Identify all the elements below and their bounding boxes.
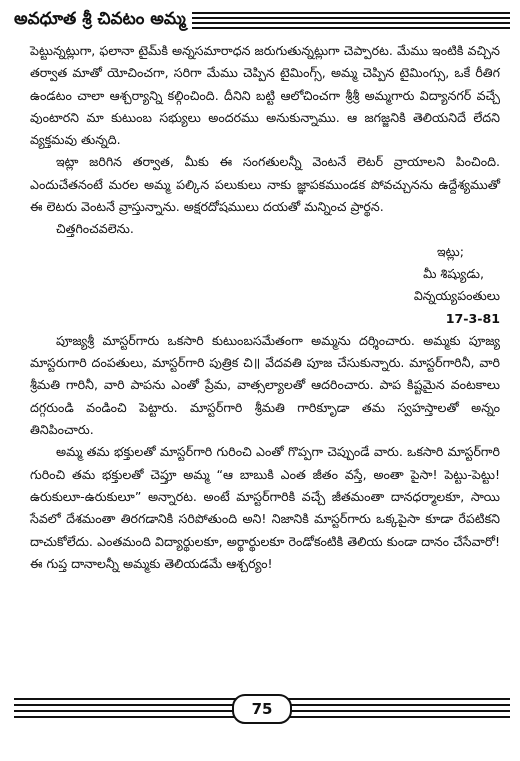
page-body bbox=[30, 40, 500, 575]
signature-name: విన్నయ్యపంతులు bbox=[413, 288, 500, 304]
signature-relation: మీ శిష్యుడు, bbox=[423, 265, 484, 281]
page-number: 75 bbox=[232, 694, 292, 724]
book-title: అవధూత శ్రీ చివటం అమ్మ bbox=[14, 6, 192, 32]
paragraph-2: ఇట్లా జరిగిన తర్వాత, మీకు ఈ సంగతులన్నీ వెంటనే లెటర్ వ్రాయాలని పించింది. ఎందుచేతనంటే మరల అమ్మ పల్కిన పలుకులు నాకు జ్ఞాపకముండక పోవచ్చునను ఉద్దేశ్యముతో ఈ లెటరు వెంటనే వ్రాస్తున్నాను. అక్షరదోషములు దయతో మన్నించ ప్రార్థన. bbox=[30, 154, 500, 215]
page-footer bbox=[14, 692, 510, 726]
letter-date: 17-3-81 bbox=[445, 310, 500, 326]
paragraph-1: పెట్టున్నట్లుగా, ఫలానా టైమ్‌కి అన్నసమారాధన జరుగుతున్నట్లుగా చెప్పారట. మేము ఇంటికి వచ్చిన తర్వాత మాతో యోచించగా, సరిగా మేము చెప్పిన టైమింగ్స్, అమ్మ చెప్పిన టైమింగ్సు, ఒకే రీతిగ ఉండటం చాలా ఆశ్చర్యాన్ని కల్గించింది. దీనిని బట్టి ఆలోచించగా శ్రీశ్రీ అమ్మగారు విద్యానగర్ వచ్చే వుంటారని మా కుటుంబ సభ్యులు అందరము అనుకున్నాము. ఆ జగజ్జనికి తెలియనిదే లేదని వ్యక్తమవు తున్నది. bbox=[30, 43, 500, 148]
page-header bbox=[14, 6, 510, 36]
paragraph-5: అమ్మ తమ భక్తులతో మాస్టర్‌గారి గురించి ఎంతో గొప్పగా చెప్పుండే వారు. ఒకసారి మాస్టర్‌గారి గురించి తమ భక్తులతో చెప్తూ అమ్మ “ఆ బాబుకి ఎంత జీతం వస్తే, అంతా పైసా! పెట్టు-పెట్టు! ఉరుకులూ-ఉరుకులూ” అన్నారట. అంటే మాస్టర్‌గారికి వచ్చే జీతమంతా దానధర్మాలకూ, సాయి సేవలో దేశమంతా తిరగడానికి సరిపోతుంది అని! నిజానికి మాస్టర్‌గారు ఒక్కపైసా కూడా రేపటికని దాచుకోలేదు. ఎంతమంది విద్యార్థులకూ, అర్థార్థులకూ రెండోకంటికి తెలియ కుండా దానం చేసేవారో! ఈ గుప్త దానాలన్నీ అమ్మకు తెలియడమే ఆశ్చర్యం! bbox=[30, 444, 500, 571]
paragraph-3: చిత్తగించవలెను. bbox=[56, 221, 134, 237]
paragraph-4: పూజ్యశ్రీ మాస్టర్‌గారు ఒకసారి కుటుంబసమేతంగా అమ్మను దర్శించారు. అమ్మకు పూజ్య మాస్టరుగారి దంపతులు, మాస్టర్‌గారి పుత్రిక చి॥ వేదవతి పూజ చేసుకున్నారు. మాస్టర్‌గారినీ, వారి శ్రీమతి గారినీ, వారి పాపను ఎంతో ప్రేమ, వాత్సల్యాలతో ఆదరించారు. పాప కిష్టమైన వంటకాలు దగ్గరుండి వండించి పెట్టారు. మాస్టర్‌గారి శ్రీమతి గారికృూడా తమ స్వహస్తాలతో అన్నం తినిపించారు. bbox=[30, 332, 500, 438]
signature-closing: ఇట్లు; bbox=[437, 243, 464, 259]
